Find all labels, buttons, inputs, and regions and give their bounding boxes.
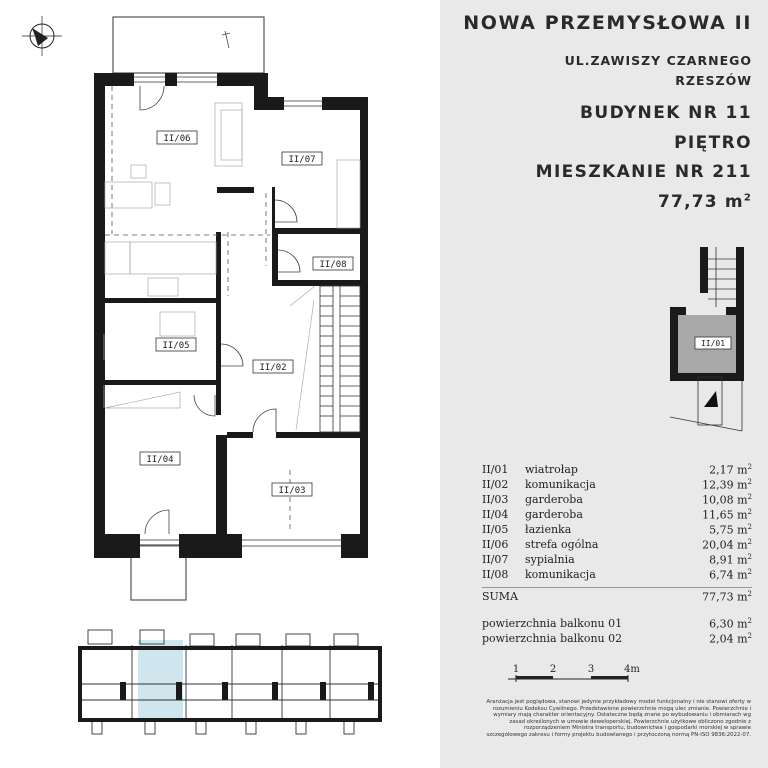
room-label-02: II/02 [259, 363, 287, 373]
list-item: II/05 łazienka 5,75 $m^2$ [482, 523, 752, 537]
key-plan [668, 245, 756, 435]
scale-bar [508, 662, 638, 686]
staircase [320, 286, 360, 432]
scale-label: 1 [512, 664, 520, 675]
room-label-03: II/03 [278, 486, 306, 496]
north-arrow-icon [22, 16, 62, 56]
apartment-total-area: 77,73 $m^2$ [658, 192, 752, 212]
list-item: powierzchnia balkonu 01 6,30 $m^2$ [482, 617, 752, 631]
apartment-number: MIESZKANIE NR 211 [535, 162, 752, 182]
keyplan-room-label: II/01 [700, 339, 726, 348]
list-item: II/07 sypialnia 8,91 $m^2$ [482, 553, 752, 567]
scale-label: 4m [624, 664, 640, 675]
list-item: II/06 strefa ogólna 20,04 $m^2$ [482, 538, 752, 552]
balcony-top [113, 17, 264, 73]
room-area-list [482, 463, 752, 583]
room-label-05: II/05 [162, 341, 190, 351]
divider [482, 587, 752, 588]
disclaimer-text: Aranżacja jest poglądowa, stanowi jedynie przykładowy model funkcjonalny i nie stanowi oferty w rozumieniu Kodeksu Cywilnego. Przedstawione powierzchnie mogą ulec zmianie. Powierzchnie i wymiary mają charakter orientacyjny. Ostateczne będą znane po wybudowaniu i obmiarach wg zasad określonych w umowie deweloperskiej. Powierzchnie użytkowe obliczono zgodnie z rozporządzeniem Ministra transportu, budownictwa i gospodarki morskiej w sprawie szczegółowego zakresu i formy projektu budowlanego i przytoczoną normą PN-ISO 9836:2022-07. [486, 699, 751, 738]
building-number: BUDYNEK NR 11 [580, 103, 752, 123]
city-name: RZESZÓW [675, 73, 752, 88]
list-item: II/04 garderoba 11,65 $m^2$ [482, 508, 752, 522]
list-item: II/01 wiatrołap 2,17 $m^2$ [482, 463, 752, 477]
floor-name: PIĘTRO [674, 133, 752, 153]
list-item: II/02 komunikacja 12,39 $m^2$ [482, 478, 752, 492]
room-label-08: II/08 [319, 260, 347, 270]
room-label-06: II/06 [163, 134, 191, 144]
list-item: II/08 komunikacja 6,74 $m^2$ [482, 568, 752, 582]
summary-row: SUMA 77,73 $m^2$ [482, 590, 752, 604]
room-label-07: II/07 [288, 155, 316, 165]
building-overview [78, 630, 382, 734]
list-item: powierzchnia balkonu 02 2,04 $m^2$ [482, 632, 752, 646]
scale-label: 2 [549, 664, 557, 675]
balcony-areas [482, 617, 752, 647]
scale-label: 3 [587, 664, 595, 675]
room-label-04: II/04 [146, 455, 174, 465]
list-item: II/03 garderoba 10,08 $m^2$ [482, 493, 752, 507]
project-title: NOWA PRZEMYSŁOWA II [463, 12, 752, 34]
entrance-triangle-icon [704, 391, 718, 407]
street-address: UL.ZAWISZY CZARNEGO [564, 53, 752, 68]
